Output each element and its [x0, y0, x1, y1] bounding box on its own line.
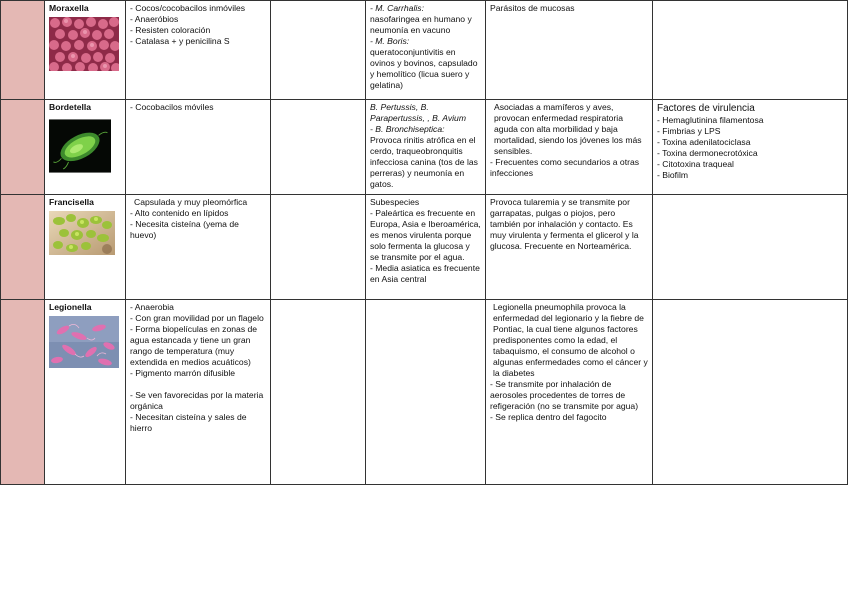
species-line: - B. Bronchiseptica:	[370, 124, 445, 134]
characteristic-line: - Con gran movilidad por un flagelo	[130, 313, 264, 323]
characteristic-line: - Catalasa + y penicilina S	[130, 36, 230, 46]
characteristic-line: - Necesitan cisteína y sales de hierro	[130, 412, 247, 433]
virulence-line: - Hemaglutinina filamentosa	[657, 115, 764, 125]
empty-cell	[271, 100, 366, 195]
virulence-cell	[653, 100, 848, 195]
genus-name: Francisella	[49, 197, 94, 207]
characteristic-line: - Anaerobia	[130, 302, 174, 312]
species-line: - Paleártica es frecuente en Europa, Asia e Iberoamérica, es menos virulenta porque solo fermenta la glucosa y se transmite por el agua.	[370, 208, 481, 262]
pathology-cell	[486, 195, 653, 300]
side-band	[1, 300, 45, 485]
characteristic-line: - Resisten coloración	[130, 25, 211, 35]
virulence-line: - Citotoxina traqueal	[657, 159, 734, 169]
species-cell	[366, 300, 486, 485]
characteristic-line	[130, 379, 266, 390]
species-line: - M. Boris:	[370, 36, 410, 46]
characteristics-cell	[126, 195, 271, 300]
pathology-cell	[486, 1, 653, 100]
pathology-line: - Frecuentes como secundarios a otras infecciones	[490, 157, 640, 178]
genus-name: Moraxella	[49, 3, 89, 13]
pathology-line: Parásitos de mucosas	[490, 3, 575, 13]
virulence-line: - Fimbrias y LPS	[657, 126, 721, 136]
table-row-francisella	[1, 195, 848, 300]
pathology-line: Provoca tularemia y se transmite por garrapatas, pulgas o piojos, pero también por inhalación y contacto. Es muy virulenta y fermenta el glicerol y la glucosa. Frecuente en Norteamérica.	[490, 197, 639, 251]
francisella-micrograph	[49, 211, 115, 255]
species-line: - M. Carrhalis:	[370, 3, 424, 13]
virulence-line: - Toxina adenilatociclasa	[657, 137, 751, 147]
side-band	[1, 1, 45, 100]
genus-cell	[45, 100, 126, 195]
virulence-line: - Toxina dermonecrotóxica	[657, 148, 758, 158]
characteristic-line: - Alto contenido en lípidos	[130, 208, 229, 218]
pathology-line: - Se transmite por inhalación de aerosoles procedentes de torres de refigeración (no se transmite por agua)	[490, 379, 639, 411]
species-cell	[366, 100, 486, 195]
side-band	[1, 195, 45, 300]
pathology-line: Asociadas a mamíferos y aves, provocan enfermedad respiratoria aguda con alta morbilidad y baja mortalidad, siendo los jóvenes los más sensibles.	[494, 102, 642, 156]
characteristic-line: - Anaeróbios	[130, 14, 179, 24]
genus-cell	[45, 1, 126, 100]
virulence-line: - Biofilm	[657, 170, 689, 180]
characteristic-line: - Cocos/cocobacilos inmóviles	[130, 3, 246, 13]
table-row-bordetella	[1, 100, 848, 195]
genus-cell	[45, 195, 126, 300]
side-band	[1, 100, 45, 195]
empty-cell	[271, 195, 366, 300]
legionella-micrograph	[49, 316, 119, 368]
empty-cell	[271, 300, 366, 485]
characteristic-line: - Pigmento marrón difusible	[130, 368, 236, 378]
pathology-cell	[486, 300, 653, 485]
characteristic-line: - Cocobacilos móviles	[130, 102, 214, 112]
characteristic-line: - Necesita cisteína (yema de huevo)	[130, 219, 239, 240]
species-line: queratoconjuntivitis en ovinos y bovinos, capsulado y hemolítico (licua suero y gelatina)	[370, 47, 478, 90]
species-cell	[366, 1, 486, 100]
species-line: Provoca rinitis atrófica en el cerdo, traqueobronquitis infecciosa canina (tos de las perreras) y neumonía en gatos.	[370, 135, 478, 189]
genus-name: Legionella	[49, 302, 92, 312]
virulence-title: Factores de virulencia	[657, 103, 755, 114]
species-cell	[366, 195, 486, 300]
characteristics-cell	[126, 1, 271, 100]
virulence-cell	[653, 1, 848, 100]
pathology-line: - Se replica dentro del fagocito	[490, 412, 607, 422]
table-row-legionella	[1, 300, 848, 485]
species-line: B. Pertussis, B. Parapertussis, , B. Avium	[370, 102, 466, 123]
characteristic-line: - Se ven favorecidas por la materia orgánica	[130, 390, 264, 411]
moraxella-micrograph	[49, 17, 119, 71]
empty-cell	[271, 1, 366, 100]
species-line: - Media asiatica es frecuente en Asia central	[370, 263, 480, 284]
characteristic-line: - Forma biopelículas en zonas de agua estancada y tiene un gran rango de temperatura (muy extendida en medios acuáticos)	[130, 324, 258, 367]
genus-name: Bordetella	[49, 102, 92, 112]
species-line: nasofaringea en humano y neumonía en vacuno	[370, 14, 472, 35]
pathology-line: Legionella pneumophila provoca la enfermedad del legionario y la fiebre de Pontiac, la cual tiene algunos factores predisponentes como la edad, el tabaquismo, el consumo de alcohol o algunas enfermedades como el cáncer y la diabetes	[493, 302, 648, 378]
characteristic-line: Capsulada y muy pleomórfica	[134, 197, 248, 207]
characteristics-cell	[126, 300, 271, 485]
virulence-cell	[653, 300, 848, 485]
characteristics-cell	[126, 100, 271, 195]
pathology-cell	[486, 100, 653, 195]
genus-cell	[45, 300, 126, 485]
bordetella-micrograph	[49, 116, 111, 176]
table-row-moraxella	[1, 1, 848, 100]
species-line: Subespecies	[370, 197, 420, 207]
virulence-cell	[653, 195, 848, 300]
